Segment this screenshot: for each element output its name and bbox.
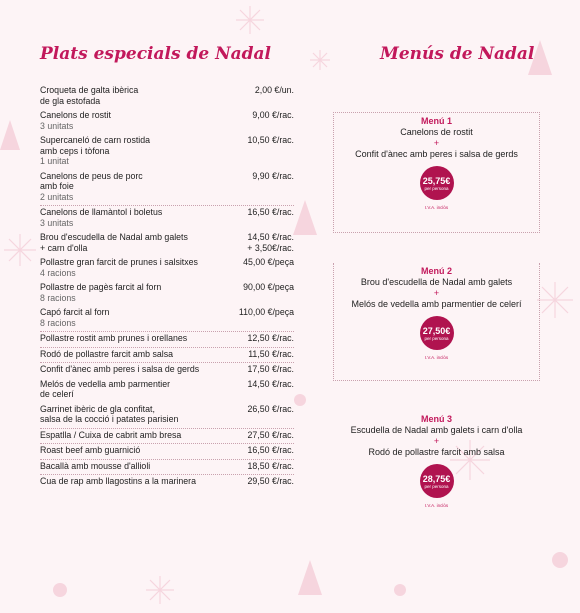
dish-price: 26,50 €/rac. bbox=[247, 403, 294, 414]
plus-sign: + bbox=[433, 436, 440, 446]
left-section-title: Plats especials de Nadal bbox=[40, 44, 271, 64]
dish-item bbox=[40, 109, 294, 134]
dish-name: Bacallà amb mousse d'allioli bbox=[40, 460, 151, 471]
menu-card bbox=[333, 263, 540, 381]
dish-price: 12,50 €/rac. bbox=[247, 333, 294, 343]
price-badge bbox=[420, 464, 454, 498]
dish-item bbox=[40, 378, 294, 403]
menu-price: 25,75€ bbox=[422, 175, 451, 186]
dish-name: Canelons de rostit bbox=[40, 110, 111, 120]
dish-item bbox=[40, 84, 294, 109]
dish-price: 45,00 €/peça bbox=[243, 257, 294, 267]
menu-list bbox=[333, 112, 540, 517]
dish-name: Canelons de llamàntol i boletus bbox=[40, 207, 163, 217]
dish-portion: 3 unitats bbox=[40, 217, 74, 228]
vat-note: I.V.A. inclòs bbox=[424, 355, 449, 360]
menu-card bbox=[333, 112, 540, 233]
dish-extra-price: + 3,50€/rac. bbox=[247, 242, 294, 253]
right-section-title: Menús de Nadal bbox=[380, 44, 535, 64]
dish-price: 14,50 €/rac. bbox=[247, 378, 294, 389]
dish-name: Pollastre rostit amb prunes i orellanes bbox=[40, 333, 188, 343]
dish-name: Confit d'ànec amb peres i salsa de gerds bbox=[40, 364, 200, 374]
dish-item bbox=[40, 475, 294, 490]
dish-name: Roast beef amb guarnició bbox=[40, 445, 141, 455]
dish-item bbox=[40, 256, 294, 281]
dish-name: Croqueta de galta ibèrica bbox=[40, 85, 139, 95]
dish-name-continued: + carn d'olla bbox=[40, 242, 88, 253]
dish-name: Supercaneló de carn rostida bbox=[40, 135, 151, 145]
plus-sign: + bbox=[433, 138, 440, 148]
vat-note: I.V.A. inclòs bbox=[424, 205, 449, 210]
dish-price: 2,00 €/un. bbox=[254, 85, 294, 95]
dish-item bbox=[40, 332, 294, 348]
dish-portion: 8 racions bbox=[40, 317, 76, 328]
dish-price: 29,50 €/rac. bbox=[247, 476, 294, 486]
dish-name: Espatlla / Cuixa de cabrit amb bresa bbox=[40, 429, 182, 440]
dish-name-continued: amb ceps i tòfona bbox=[40, 145, 110, 156]
dish-price: 14,50 €/rac. bbox=[247, 232, 294, 242]
dish-item bbox=[40, 429, 294, 445]
dish-name-continued: salsa de la cocció i patates parisien bbox=[40, 414, 179, 424]
dish-item bbox=[40, 281, 294, 306]
dish-item bbox=[40, 206, 294, 231]
menu-price: 27,50€ bbox=[422, 325, 451, 336]
dish-item bbox=[40, 348, 294, 364]
dish-name: Pollastre gran farcit de prunes i salsitxes bbox=[40, 257, 198, 267]
price-badge bbox=[420, 316, 454, 350]
dish-item bbox=[40, 134, 294, 170]
menu-title: Menú 2 bbox=[420, 266, 452, 276]
dish-portion: 2 unitats bbox=[40, 191, 74, 202]
menu-title: Menú 3 bbox=[420, 414, 452, 424]
dish-name: Garrinet ibèric de gla confitat, bbox=[40, 403, 155, 414]
dish-portion: 1 unitat bbox=[40, 156, 69, 166]
dish-price: 16,50 €/rac. bbox=[247, 207, 294, 217]
menu-second-course: Melós de vedella amb parmentier de celerí bbox=[351, 299, 522, 309]
dish-price: 10,50 €/rac. bbox=[247, 135, 294, 145]
dish-name-continued: de gla estofada bbox=[40, 95, 101, 106]
dish-name-continued: amb foie bbox=[40, 181, 74, 191]
plus-sign: + bbox=[433, 288, 440, 298]
per-person-label: per persona bbox=[424, 335, 449, 341]
menu-card bbox=[333, 411, 540, 517]
dish-price: 90,00 €/peça bbox=[243, 282, 294, 292]
per-person-label: per persona bbox=[424, 185, 449, 191]
dish-item bbox=[40, 460, 294, 476]
dish-portion: 4 racions bbox=[40, 267, 76, 278]
vat-note: I.V.A. inclòs bbox=[424, 503, 449, 508]
dish-item bbox=[40, 231, 294, 256]
dish-list bbox=[40, 84, 294, 490]
dish-item bbox=[40, 306, 294, 332]
dish-portion: 3 unitats bbox=[40, 120, 74, 131]
menu-first-course: Escudella de Nadal amb galets i carn d'olla bbox=[350, 425, 523, 435]
dish-name: Cua de rap amb llagostins a la marinera bbox=[40, 476, 196, 486]
menu-title: Menú 1 bbox=[420, 116, 452, 126]
dish-name-continued: de celerí bbox=[40, 389, 74, 399]
dish-item bbox=[40, 363, 294, 378]
dish-price: 11,50 €/rac. bbox=[248, 348, 294, 359]
dish-price: 18,50 €/rac. bbox=[247, 460, 294, 471]
price-badge bbox=[420, 166, 454, 200]
dish-item bbox=[40, 170, 294, 207]
menu-price: 28,75€ bbox=[422, 473, 451, 484]
dish-name: Canelons de peus de porc bbox=[40, 170, 143, 181]
dish-name: Pollastre de pagès farcit al forn bbox=[40, 282, 162, 292]
menu-first-course: Canelons de rostit bbox=[400, 127, 473, 137]
dish-portion: 8 racions bbox=[40, 292, 76, 303]
dish-price: 27,50 €/rac. bbox=[247, 429, 294, 440]
dish-item bbox=[40, 444, 294, 460]
per-person-label: per persona bbox=[424, 483, 449, 489]
dish-price: 110,00 €/peça bbox=[238, 307, 294, 317]
dish-price: 17,50 €/rac. bbox=[247, 364, 294, 374]
dish-price: 9,00 €/rac. bbox=[252, 110, 294, 120]
dish-price: 16,50 €/rac. bbox=[247, 445, 294, 455]
dish-price: 9,90 €/rac. bbox=[252, 170, 294, 181]
dish-item bbox=[40, 403, 294, 429]
dish-name: Brou d'escudella de Nadal amb galets bbox=[40, 232, 188, 242]
menu-second-course: Confit d'ànec amb peres i salsa de gerds bbox=[355, 149, 518, 159]
menu-first-course: Brou d'escudella de Nadal amb galets bbox=[360, 277, 513, 287]
dish-name: Capó farcit al forn bbox=[40, 307, 110, 317]
menu-second-course: Rodó de pollastre farcit amb salsa bbox=[368, 447, 505, 457]
dish-name: Rodó de pollastre farcit amb salsa bbox=[40, 348, 173, 359]
dish-name: Melós de vedella amb parmentier bbox=[40, 378, 171, 389]
